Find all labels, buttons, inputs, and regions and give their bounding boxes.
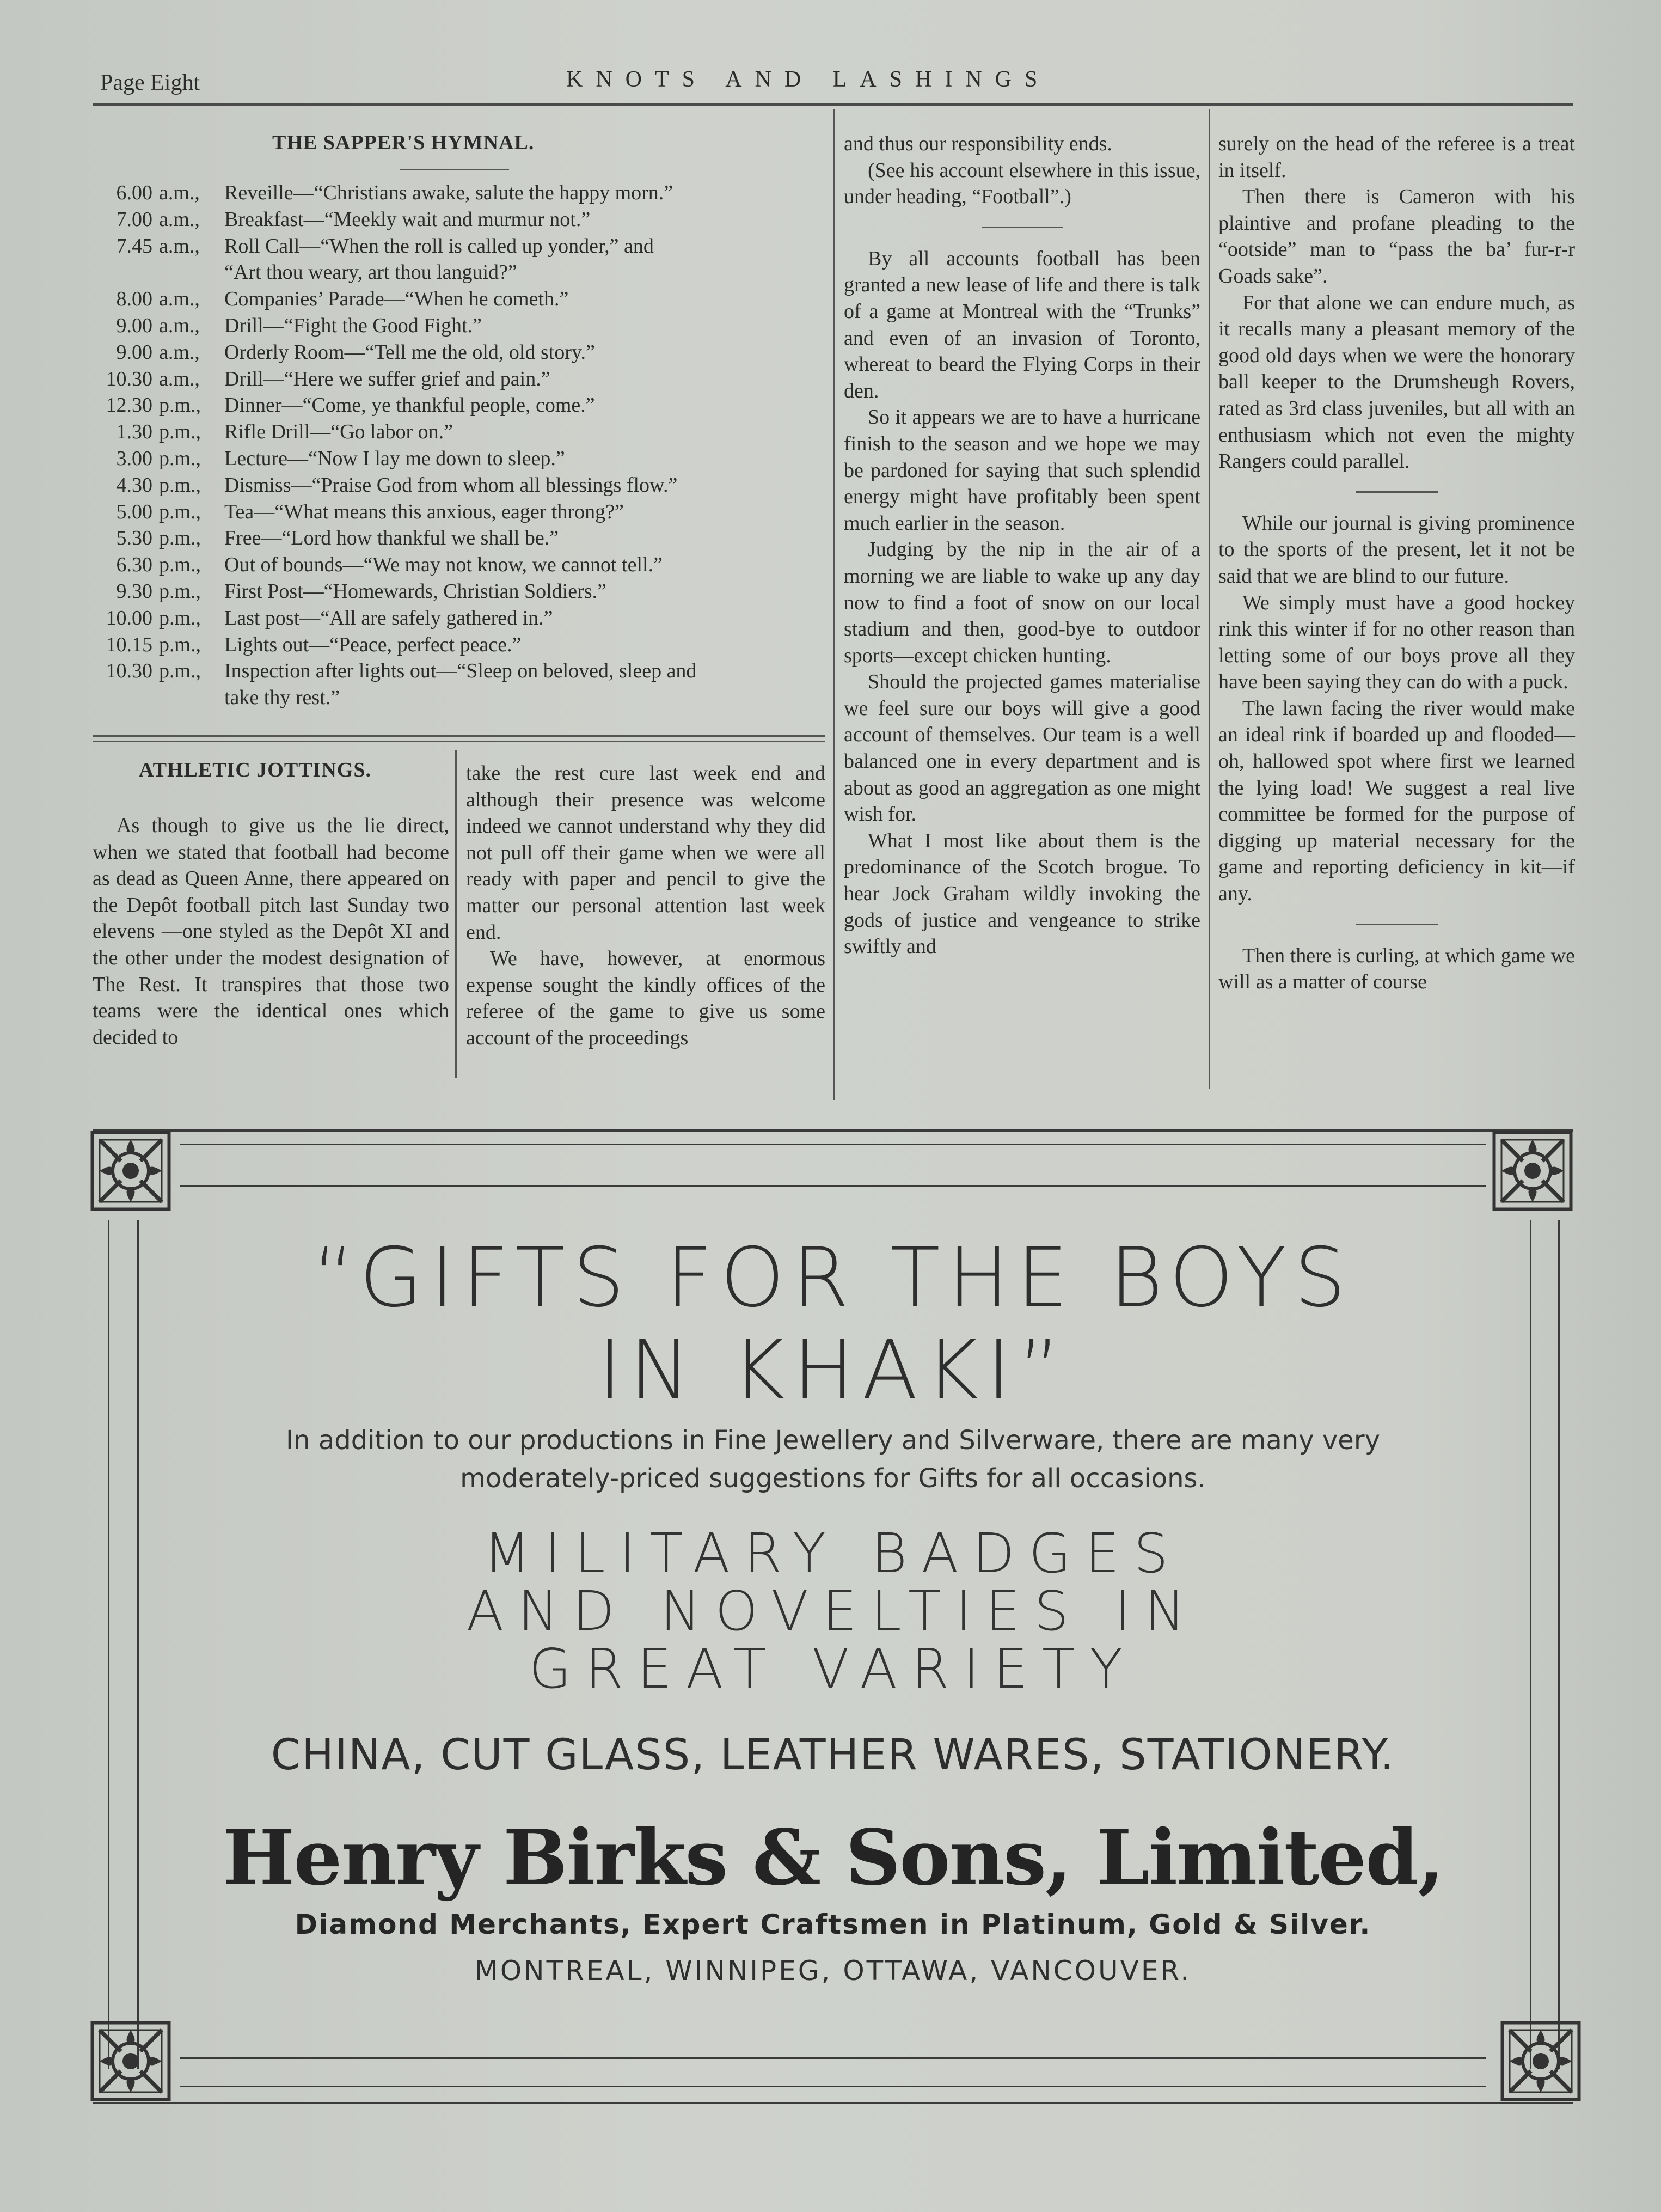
paragraph: So it appears we are to have a hurricane finish to the season and we hope we may be pardoned for saying that such splendid energy might have profitably been spent much earlier in the season. xyxy=(844,406,1200,535)
hymnal-list xyxy=(93,180,822,711)
ornament-corner-icon xyxy=(90,2020,171,2102)
hymnal-ampm: a.m., xyxy=(159,234,200,258)
paragraph: We simply must have a good hockey rink this winter if for no other reason than letting some of our boys prove all they have been saying they can do with a puck. xyxy=(1218,591,1575,694)
athletic-column-2 xyxy=(466,760,825,1052)
column-divider-3 xyxy=(1209,109,1210,1089)
hymnal-entry xyxy=(93,233,822,260)
hymnal-time: 3.00 xyxy=(116,447,152,470)
hymnal-text: Reveille—“Christians awake, salute the happy morn.” xyxy=(224,181,673,204)
advert-military-line: AND NOVELTIES IN xyxy=(466,1579,1200,1643)
paragraph: surely on the head of the referee is a treat in itself. xyxy=(1218,132,1575,182)
hymnal-title-rule xyxy=(400,169,509,170)
column-divider-1 xyxy=(455,750,457,1078)
advert-cities: MONTREAL, WINNIPEG, OTTAWA, VANCOUVER. xyxy=(474,1955,1192,1987)
page-number: Page Eight xyxy=(100,70,200,95)
hymnal-entry xyxy=(93,339,822,366)
hymnal-text: Drill—“Here we suffer grief and pain.” xyxy=(224,367,550,390)
hymnal-time: 10.30 xyxy=(106,659,152,683)
hymnal-time: 6.00 xyxy=(116,181,152,204)
hymnal-time: 1.30 xyxy=(116,420,152,444)
hymnal-entry xyxy=(93,206,822,233)
hymnal-text: Tea—“What means this anxious, eager throng?” xyxy=(224,500,624,523)
paragraph: The lawn facing the river would make an ideal rink if boarded up and flooded—oh, hallowed spot where first we learned the lying load! We suggest a real live committee be formed for the purpose of digging up material necessary for the game and reporting deficiency in kit—if any. xyxy=(1218,696,1575,906)
paragraph: Should the projected games materialise we feel sure our boys will give a good account of themselves. Our team is a well balanced one in every department and is about as good an aggregation as one might wish for. xyxy=(844,670,1200,826)
frame-rule xyxy=(180,2086,1486,2087)
hymnal-time: 7.00 xyxy=(116,207,152,231)
advert-subtext-line: In addition to our productions in Fine Jewellery and Silverware, there are many very xyxy=(286,1425,1380,1456)
paragraph: By all accounts football has been granted a new lease of life and there is talk of a game at Montreal with the “Trunks” and even of an invasion of Toronto, whereat to beard the Flying Corps in their den. xyxy=(844,247,1200,402)
hymnal-ampm: p.m., xyxy=(159,659,201,683)
hymnal-time: 10.15 xyxy=(106,633,152,656)
hymnal-ampm: p.m., xyxy=(159,633,201,656)
section-rule-upper xyxy=(93,735,825,737)
hymnal-ampm: a.m., xyxy=(159,207,200,231)
paragraph: Then there is curling, at which game we will as a matter of course xyxy=(1218,944,1575,994)
hymnal-entry xyxy=(93,472,822,499)
hymnal-ampm: a.m., xyxy=(159,314,200,337)
ornament-corner-icon xyxy=(1500,2020,1582,2102)
hymnal-text: Orderly Room—“Tell me the old, old story.” xyxy=(224,340,595,364)
hymnal-ampm: p.m., xyxy=(159,579,201,603)
hymnal-ampm: p.m., xyxy=(159,500,201,523)
publication-title: KNOTS AND LASHINGS xyxy=(566,67,1051,92)
paragraph: (See his account elsewhere in this issue, under heading, “Football”.) xyxy=(844,158,1200,209)
hymnal-time: 9.00 xyxy=(116,314,152,337)
section-rule-lower xyxy=(93,741,825,742)
advert-subtext xyxy=(93,1421,1573,1498)
hymnal-entry xyxy=(93,419,822,445)
hymnal-entry xyxy=(93,632,822,658)
hymnal-text: Lecture—“Now I lay me down to sleep.” xyxy=(224,447,565,470)
athletic-column-1 xyxy=(93,812,449,1050)
hymnal-ampm: p.m., xyxy=(159,553,201,577)
hymnal-text: Roll Call—“When the roll is called up yonder,” and xyxy=(224,234,654,258)
hymnal-entry xyxy=(93,180,822,206)
hymnal-entry xyxy=(93,499,822,525)
paragraph: As though to give us the lie direct, when we stated that football had become as dead as Queen Anne, there appeared on the Depôt football pitch last Sunday two elevens —one styled as the Depôt XI and the other under the modest designation of The Rest. It transpires that those two teams were the identical ones which decided to xyxy=(93,814,449,1049)
column-divider-2 xyxy=(833,109,835,1100)
hymnal-time: 5.00 xyxy=(116,500,152,523)
hymnal-ampm: a.m., xyxy=(159,288,200,311)
hymnal-entry xyxy=(93,658,822,685)
advert-tagline: Diamond Merchants, Expert Craftsmen in Platinum, Gold & Silver. xyxy=(295,1909,1371,1940)
paragraph: For that alone we can endure much, as it recalls many a pleasant memory of the good old days when we were the honorary ball keeper to the Drumsheugh Rovers, rated as 3rd class juveniles, but all with an enthusiasm which not even the mighty Rangers could parallel. xyxy=(1218,291,1575,473)
frame-rule xyxy=(93,2102,1573,2104)
hymnal-text: First Post—“Homewards, Christian Soldiers.” xyxy=(224,579,606,603)
advert-headline-line: IN KHAKI” xyxy=(597,1323,1069,1418)
frame-rule xyxy=(180,2057,1486,2059)
hymnal-ampm: p.m., xyxy=(159,473,201,497)
hymnal-text: Drill—“Fight the Good Fight.” xyxy=(224,314,482,337)
hymnal-time: 4.30 xyxy=(116,473,152,497)
ornament-corner-icon xyxy=(90,1130,171,1212)
hymnal-ampm: p.m., xyxy=(159,447,201,470)
hymnal-ampm: p.m., xyxy=(159,527,201,550)
hymnal-text: Rifle Drill—“Go labor on.” xyxy=(224,420,453,444)
paragraph: What I most like about them is the predominance of the Scotch brogue. To hear Jock Graham wildly invoking the gods of justice and vengeance to strike swiftly and xyxy=(844,829,1200,958)
frame-rule xyxy=(93,1129,1573,1132)
hymnal-time: 9.00 xyxy=(116,340,152,364)
hymnal-ampm: a.m., xyxy=(159,340,200,364)
athletic-title: ATHLETIC JOTTINGS. xyxy=(139,759,371,781)
separator xyxy=(1356,491,1438,493)
hymnal-ampm: a.m., xyxy=(159,367,200,390)
hymnal-text: Companies’ Parade—“When he cometh.” xyxy=(224,288,569,311)
hymnal-ampm: a.m., xyxy=(159,181,200,204)
hymnal-text-continued: “Art thou weary, art thou languid?” xyxy=(224,261,517,284)
hymnal-text: Inspection after lights out—“Sleep on beloved, sleep and xyxy=(224,659,697,683)
paragraph: We have, however, at enormous expense sought the kindly offices of the referee of the game to give us some account of the proceedings xyxy=(466,947,825,1049)
hymnal-text: Last post—“All are safely gathered in.” xyxy=(224,606,553,630)
hymnal-text: Breakfast—“Meekly wait and murmur not.” xyxy=(224,207,591,231)
paragraph: While our journal is giving prominence to the sports of the present, let it not be said that we are blind to our future. xyxy=(1218,511,1575,588)
hymnal-ampm: p.m., xyxy=(159,420,201,444)
hymnal-entry xyxy=(93,605,822,632)
hymnal-text: Dismiss—“Praise God from whom all blessings flow.” xyxy=(224,473,678,497)
hymnal-entry xyxy=(93,392,822,419)
hymnal-text: Free—“Lord how thankful we shall be.” xyxy=(224,527,559,550)
hymnal-entry xyxy=(93,552,822,578)
athletic-column-4 xyxy=(1218,131,1575,995)
hymnal-entry xyxy=(93,366,822,393)
hymnal-entry xyxy=(93,286,822,313)
separator xyxy=(982,227,1063,228)
header-rule xyxy=(93,103,1573,106)
hymnal-entry xyxy=(93,445,822,472)
hymnal-ampm: p.m., xyxy=(159,606,201,630)
separator xyxy=(1356,924,1438,925)
ornament-corner-icon xyxy=(1492,1130,1573,1212)
athletic-column-3 xyxy=(844,131,1200,960)
paragraph: Then there is Cameron with his plaintive and profane pleading to the “ootside” man to “pass the ba’ fur-r-r Goads sake”. xyxy=(1218,185,1575,288)
hymnal-entry xyxy=(93,525,822,552)
advert-subtext-line: moderately-priced suggestions for Gifts for all occasions. xyxy=(460,1463,1206,1494)
hymnal-time: 6.30 xyxy=(116,553,152,577)
hymnal-time: 7.45 xyxy=(116,234,152,258)
hymnal-text: Lights out—“Peace, perfect peace.” xyxy=(224,633,522,656)
hymnal-time: 12.30 xyxy=(106,394,152,417)
hymnal-text-continued: take thy rest.” xyxy=(224,686,340,710)
advert-company-name: Henry Birks & Sons, Limited, xyxy=(223,1813,1443,1903)
paragraph: and thus our responsibility ends. xyxy=(844,132,1112,155)
advert-headline xyxy=(93,1232,1573,1417)
advert-military-badges xyxy=(93,1521,1573,1701)
hymnal-time: 9.30 xyxy=(116,579,152,603)
hymnal-entry xyxy=(93,578,822,605)
hymnal-time: 10.00 xyxy=(106,606,152,630)
advert-headline-line: “GIFTS FOR THE BOYS xyxy=(312,1231,1354,1325)
hymnal-title: THE SAPPER'S HYMNAL. xyxy=(272,131,535,154)
hymnal-time: 10.30 xyxy=(106,367,152,390)
hymnal-text: Dinner—“Come, ye thankful people, come.” xyxy=(224,394,595,417)
paragraph: take the rest cure last week end and although their presence was welcome indeed we cannot understand why they did not pull off their game when we were all ready with paper and pencil to give the matter our personal attention last week end. xyxy=(466,762,825,944)
frame-rule xyxy=(180,1185,1486,1187)
advert-military-line: MILITARY BADGES xyxy=(483,1521,1182,1585)
hymnal-ampm: p.m., xyxy=(159,394,201,417)
advert-military-line: GREAT VARIETY xyxy=(529,1637,1137,1701)
paragraph: Judging by the nip in the air of a morning we are liable to wake up any day now to find a foot of snow on our local stadium and then, good-bye to outdoor sports—except chicken hunting. xyxy=(844,538,1200,667)
hymnal-time: 5.30 xyxy=(116,527,152,550)
hymnal-entry xyxy=(93,313,822,339)
hymnal-text: Out of bounds—“We may not know, we cannot tell.” xyxy=(224,553,663,577)
advert-products: CHINA, CUT GLASS, LEATHER WARES, STATIONERY. xyxy=(271,1731,1395,1780)
hymnal-time: 8.00 xyxy=(116,288,152,311)
frame-rule xyxy=(180,1144,1486,1145)
